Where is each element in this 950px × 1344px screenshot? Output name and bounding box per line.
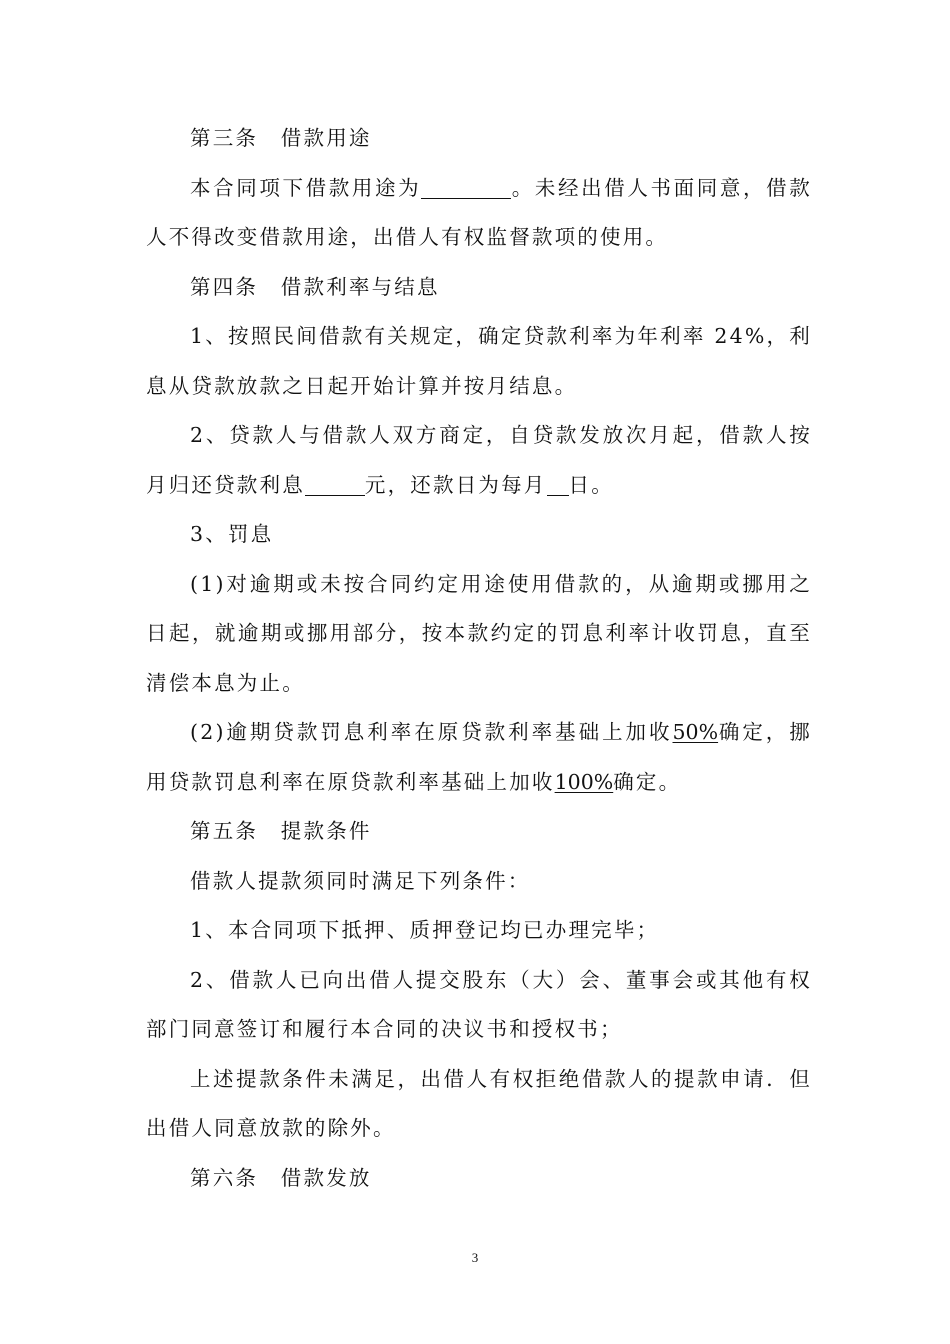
text-segment: 日。 (568, 472, 614, 497)
article-3-paragraph (146, 164, 812, 263)
article-5-heading: 第五条 提款条件 (190, 819, 372, 843)
overdue-rate-value: 50% (672, 720, 719, 744)
article-6-heading: 第六条 借款发放 (190, 1165, 372, 1190)
article-4-item-1: 1、按照民间借款有关规定，确定贷款利率为年利率 24%，利息从贷款放款之日起开始计算并按月结息。 (146, 324, 812, 398)
article-4-heading: 第四条 借款利率与结息 (190, 274, 440, 299)
repayment-day-blank (547, 470, 569, 496)
contract-body (146, 114, 812, 1203)
article-4-sub-2 (146, 708, 812, 807)
article-5-intro: 借款人提款须同时满足下列条件： (190, 868, 531, 893)
article-5-condition-2: 2、借款人已向出借人提交股东（大）会、董事会或其他有权部门同意签订和履行本合同的决议书和授权书； (146, 967, 812, 1041)
text-segment: 确定，挪用贷款罚息利率在原贷款利率基础上加收 (146, 720, 812, 794)
article-5-condition-1: 1、本合同项下抵押、质押登记均已办理完毕； (190, 918, 660, 942)
loan-purpose-blank (421, 173, 511, 199)
text-segment: 本合同项下借款用途为 (190, 175, 422, 200)
monthly-interest-blank (305, 470, 365, 496)
text-segment: 确定。 (613, 769, 682, 794)
text-segment: 元，还款日为每月 (364, 472, 547, 497)
page-number: 3 (471, 1250, 479, 1265)
text-segment: 。未经出借人书面同意，借款人不得改变借款用途，出借人有权监督款项的使用。 (146, 175, 813, 249)
article-3-heading: 第三条 借款用途 (190, 126, 372, 150)
text-segment: (2)逾期贷款罚息利率在原贷款利率基础上加收 (190, 720, 673, 744)
article-4-item-3-heading: 3、罚息 (190, 522, 274, 546)
text-segment: 2、贷款人与借款人双方商定，自贷款发放次月起，借款人按月归还贷款利息 (146, 423, 812, 497)
article-4-sub-1: (1)对逾期或未按合同约定用途使用借款的，从逾期或挪用之日起，就逾期或挪用部分，按本款约定的罚息利率计收罚息，直至清偿本息为止。 (146, 571, 812, 695)
article-5-closing: 上述提款条件未满足，出借人有权拒绝借款人的提款申请．但出借人同意放款的除外。 (146, 1066, 812, 1140)
misuse-rate-value: 100% (554, 769, 614, 794)
article-4-item-2 (146, 411, 812, 510)
